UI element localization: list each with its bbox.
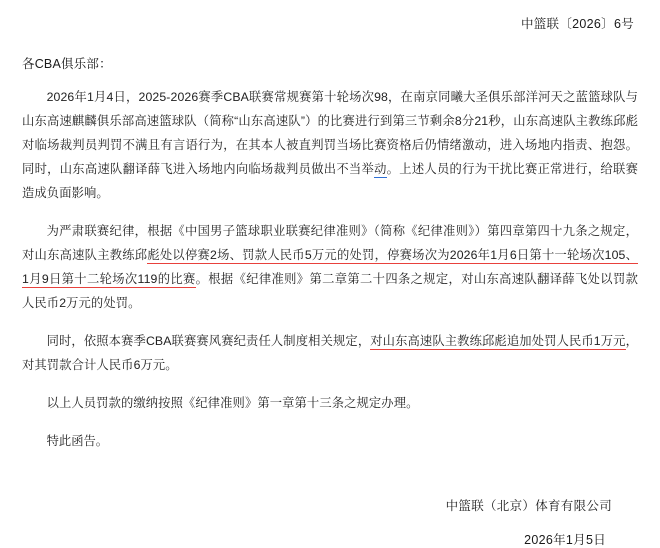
text-run: ，对其罚款合计人民币6万元。 <box>22 333 638 372</box>
text-run: 为严肃联赛纪律，根据《中国男子篮球职业联赛纪律准则》（简称《纪律准则》）第四章第四十九条之规定，对山东高速队主教练邱 <box>22 223 638 262</box>
document-number: 中篮联〔2026〕6号 <box>520 17 634 31</box>
paragraph-4 <box>22 392 638 416</box>
salutation: 各CBA俱乐部： <box>22 57 112 71</box>
text-run: 。根据《纪律准则》第二章第二十四条之规定，对山东高速队翻译薛飞处以罚款人民币2万元的处罚。 <box>22 271 638 310</box>
text-run: 。上述人员的行为干扰比赛正常进行，给联赛造成负面影响。 <box>22 161 638 200</box>
issuing-organization: 中篮联（北京）体育有限公司 <box>445 498 612 513</box>
closing-line: 特此函告。 <box>46 433 109 448</box>
text-run: 2026年1月4日，2025-2026赛季CBA联赛常规赛第十轮场次98，在南京同曦大圣俱乐部洋河天之蓝篮球队与山东高速麒麟俱乐部高速篮球队（简称“山东高速队”）的比赛进行到第三节剩余8分21秒，山东高速队主教练邱彪对临场裁判员判罚不满且有言语行为，在其本人被直判罚当场比赛资格后仍情绪激动，进入场地内指责、抱怨。同时，山东高速队翻译薛飞进入场地内向临场裁判员做出不当举 <box>22 90 638 176</box>
signature-block <box>22 496 638 548</box>
text-run: 以上人员罚款的缴纳按照《纪律准则》第一章第十三条之规定办理。 <box>46 395 419 410</box>
text-run: 同时，依照本赛季CBA联赛赛风赛纪责任人制度相关规定， <box>46 333 371 348</box>
paragraph-2 <box>22 220 638 316</box>
highlighted-text-run: 对山东高速队主教练邱彪追加处罚人民币1万元 <box>370 333 626 348</box>
issue-date: 2026年1月5日 <box>524 532 606 547</box>
highlighted-text-run: 彪处以停赛2场、罚款人民币5万元的处罚，停赛场次为2026年1月6日第十一轮场次105、1月9日第十二轮场次119的比赛 <box>22 247 638 286</box>
paragraph-1 <box>22 86 638 206</box>
highlighted-text-run: 动 <box>374 161 387 176</box>
paragraph-3 <box>22 330 638 378</box>
